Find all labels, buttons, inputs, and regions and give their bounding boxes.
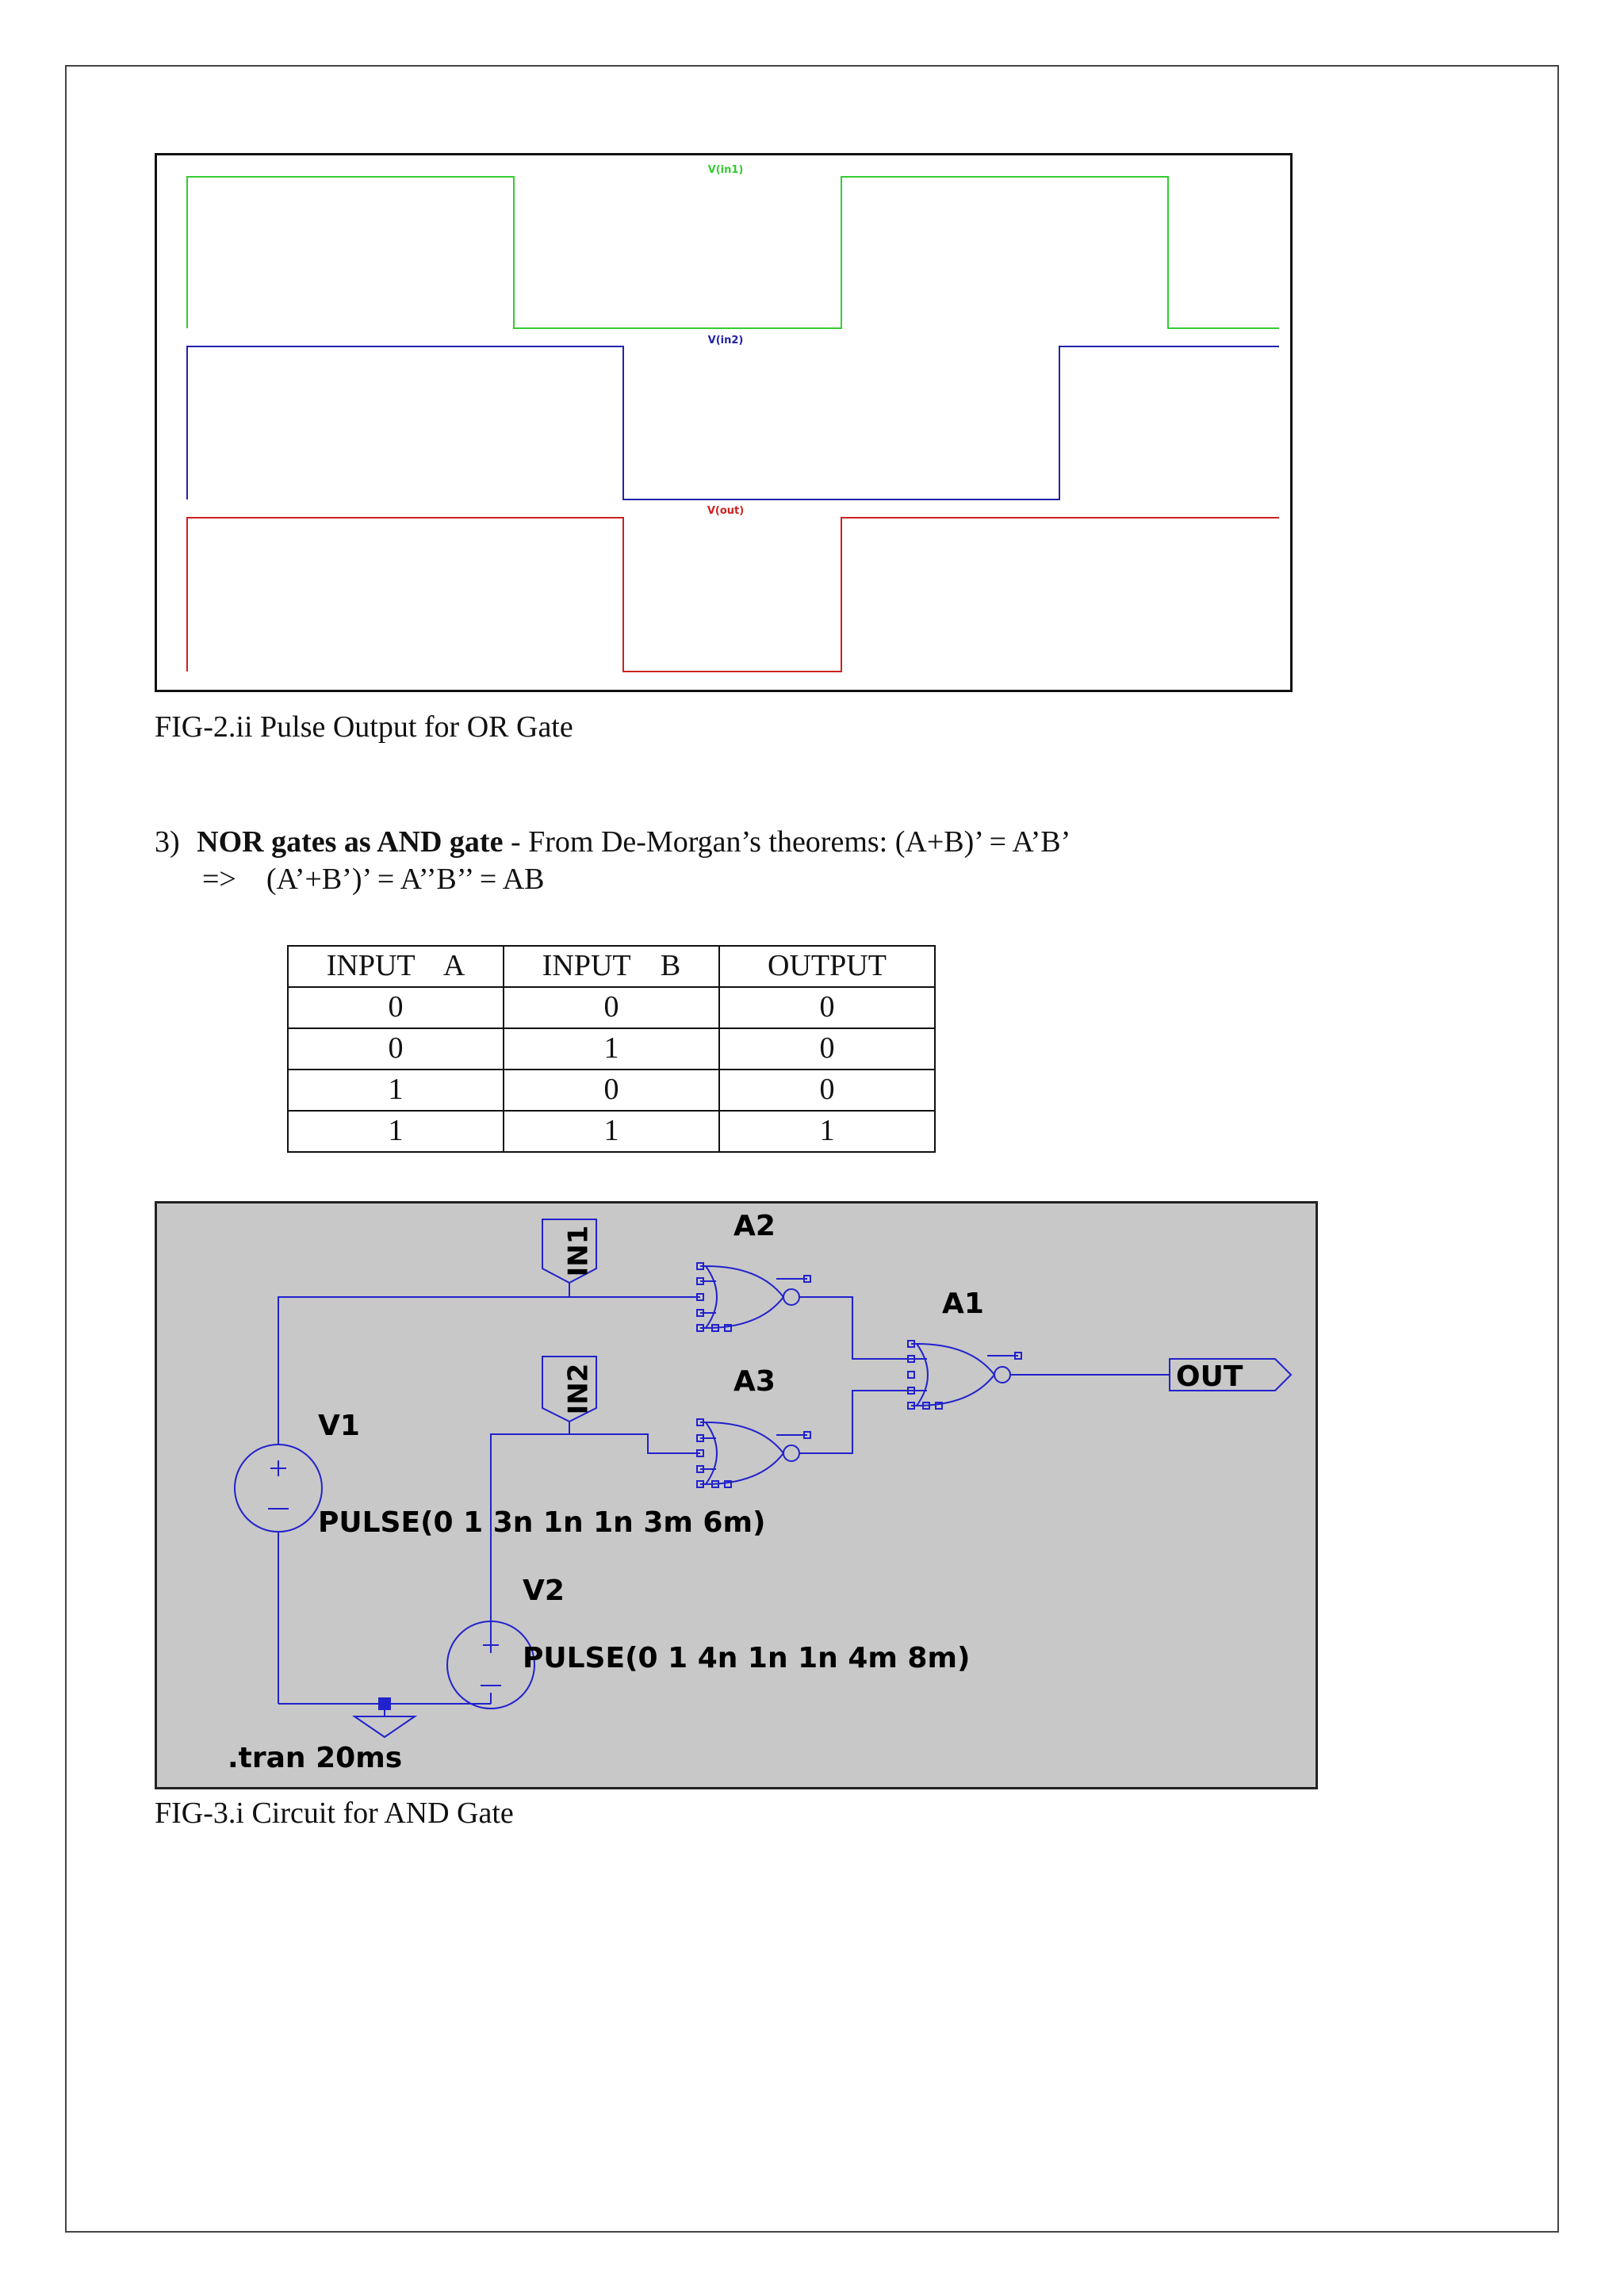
in1-label: IN1 xyxy=(562,1225,595,1277)
cell: 1 xyxy=(504,1028,719,1070)
header-output: OUTPUT xyxy=(719,946,935,987)
cell: 0 xyxy=(719,1070,935,1111)
waveform-out-label: V(out) xyxy=(707,505,745,517)
section-title-bold: NOR gates as AND gate xyxy=(197,825,504,859)
out-label: OUT xyxy=(1176,1360,1243,1393)
cell: 1 xyxy=(504,1111,719,1152)
cell: 1 xyxy=(288,1111,504,1152)
cell: 0 xyxy=(719,1028,935,1070)
cell: 0 xyxy=(504,1070,719,1111)
a3-gate xyxy=(697,1419,810,1487)
cell: 1 xyxy=(288,1070,504,1111)
figure-caption-3i: FIG-3.i Circuit for AND Gate xyxy=(155,1797,514,1830)
waveform-in1 xyxy=(187,177,1279,328)
waveform-in1-label: V(in1) xyxy=(707,164,744,176)
ground-node xyxy=(378,1697,391,1710)
a3-label: A3 xyxy=(733,1365,776,1398)
table-row xyxy=(288,1111,935,1152)
wire-a2-a1 xyxy=(799,1297,912,1359)
a1-label: A1 xyxy=(942,1288,984,1320)
cell: 0 xyxy=(288,987,504,1028)
figure-caption-2ii: FIG-2.ii Pulse Output for OR Gate xyxy=(155,710,573,744)
waveform-in2-label: V(in2) xyxy=(707,335,744,346)
table-row xyxy=(288,1070,935,1111)
a2-label: A2 xyxy=(733,1210,776,1242)
waveform-plot xyxy=(155,153,1293,692)
header-input-b: INPUT B xyxy=(504,946,719,987)
wire-a3-a1 xyxy=(799,1391,912,1453)
truth-table xyxy=(287,945,936,1153)
cell: 0 xyxy=(504,987,719,1028)
section-title-rest: - From De-Morgan’s theorems: (A+B)’ = A’B’ xyxy=(503,825,1071,859)
a1-gate xyxy=(908,1341,1021,1409)
waveform-in2 xyxy=(187,346,1279,499)
table-row xyxy=(288,987,935,1028)
section-heading xyxy=(155,825,1071,861)
waveform-out xyxy=(187,518,1279,672)
v1-label: V1 xyxy=(318,1410,360,1442)
v1-source xyxy=(235,1445,322,1532)
circuit-schematic xyxy=(155,1201,1318,1789)
cell: 1 xyxy=(719,1111,935,1152)
truth-table-header xyxy=(288,946,935,987)
cell: 0 xyxy=(719,987,935,1028)
v2-label: V2 xyxy=(523,1575,565,1607)
a2-gate xyxy=(697,1263,810,1331)
v1-pulse-label: PULSE(0 1 3n 1n 1n 3m 6m) xyxy=(318,1506,766,1539)
tran-directive: .tran 20ms xyxy=(228,1742,403,1774)
header-input-a: INPUT A xyxy=(288,946,504,987)
in2-label: IN2 xyxy=(562,1363,595,1415)
v2-pulse-label: PULSE(0 1 4n 1n 1n 4m 8m) xyxy=(523,1642,971,1674)
cell: 0 xyxy=(288,1028,504,1070)
table-row xyxy=(288,1028,935,1070)
section-number: 3) xyxy=(155,825,180,859)
section-equation: => (A’+B’)’ = A’’B’’ = AB xyxy=(202,863,545,896)
